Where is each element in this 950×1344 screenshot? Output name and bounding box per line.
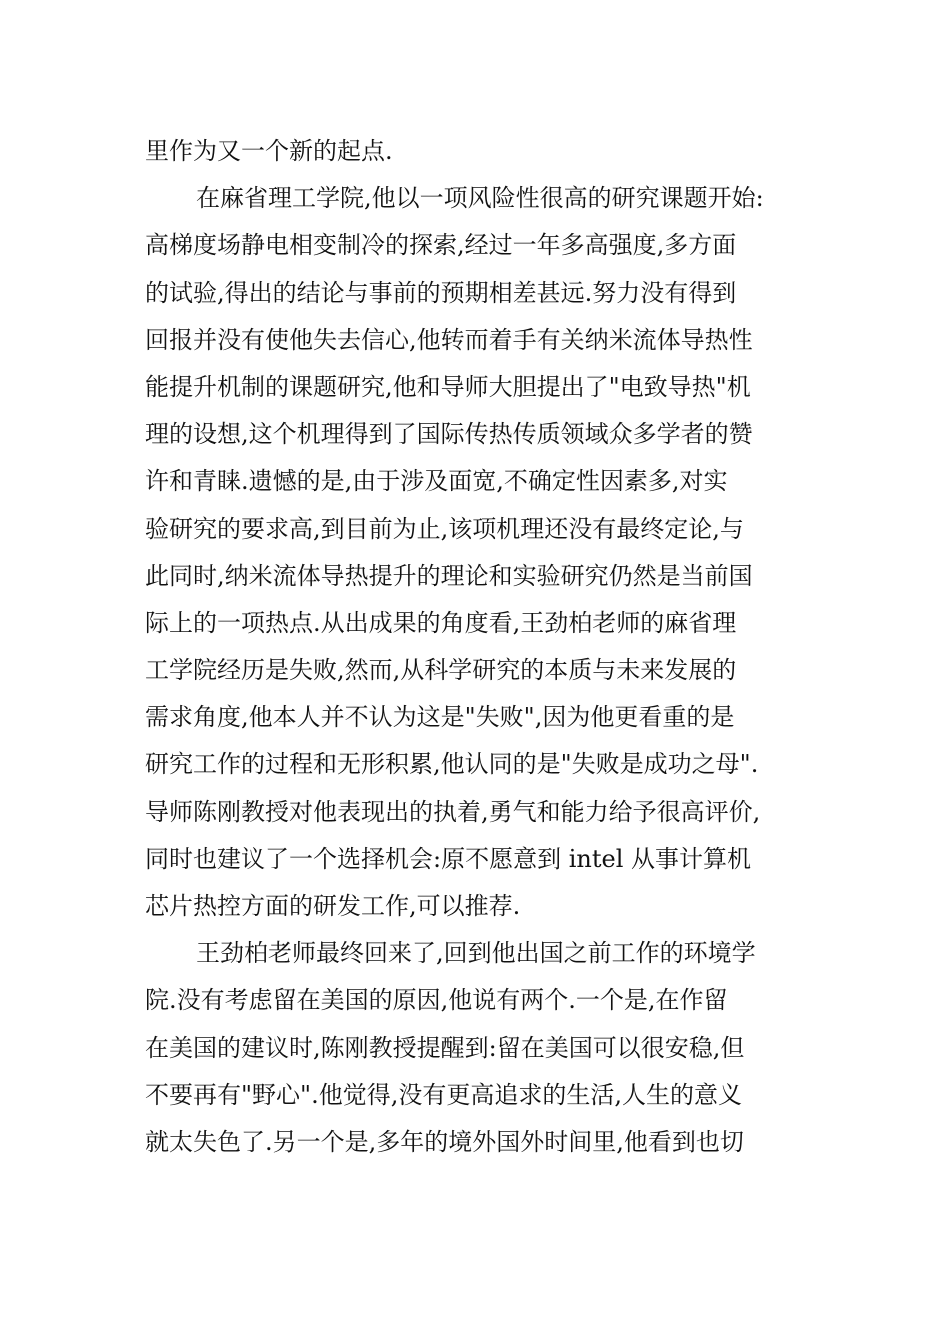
text-line: 芯片热控方面的研发工作,可以推荐.	[145, 892, 521, 920]
text-line: 工学院经历是失败,然而,从科学研究的本质与未来发展的	[145, 656, 737, 685]
text-line: 同时也建议了一个选择机会:原不愿意到 intel 从事计算机	[145, 844, 751, 873]
text-line: 际上的一项热点.从出成果的角度看,王劲柏老师的麻省理	[145, 608, 737, 637]
text-line: 就太失色了.另一个是,多年的境外国外时间里,他看到也切	[145, 1127, 744, 1156]
document-body	[145, 128, 815, 1166]
text-line: 高梯度场静电相变制冷的探索,经过一年多高强度,多方面	[145, 231, 737, 260]
text-line: 研究工作的过程和无形积累,他认同的是"失败是成功之母".	[145, 750, 759, 779]
text-line: 验研究的要求高,到目前为止,该项机理还没有最终定论,与	[145, 514, 744, 543]
text-line: 在美国的建议时,陈刚教授提醒到:留在美国可以很安稳,但	[145, 1033, 745, 1062]
text-line: 能提升机制的课题研究,他和导师大胆提出了"电致导热"机	[145, 372, 751, 401]
text-line: 需求角度,他本人并不认为这是"失败",因为他更看重的是	[145, 703, 735, 732]
paragraph-first-line: 在麻省理工学院,他以一项风险性很高的研究课题开始:	[196, 184, 764, 213]
text-line: 的试验,得出的结论与事前的预期相差甚远.努力没有得到	[145, 278, 737, 307]
paragraph-first-line: 王劲柏老师最终回来了,回到他出国之前工作的环境学	[196, 939, 756, 968]
text-line: 理的设想,这个机理得到了国际传热传质领域众多学者的赞	[145, 420, 753, 449]
text-line: 回报并没有使他失去信心,他转而着手有关纳米流体导热性	[145, 325, 753, 354]
text-line: 此同时,纳米流体导热提升的理论和实验研究仍然是当前国	[145, 561, 753, 590]
text-line: 许和青睐.遗憾的是,由于涉及面宽,不确定性因素多,对实	[145, 467, 728, 496]
text-line: 导师陈刚教授对他表现出的执着,勇气和能力给予很高评价,	[145, 797, 761, 826]
text-line: 里作为又一个新的起点.	[145, 137, 393, 165]
text-line: 院.没有考虑留在美国的原因,他说有两个.一个是,在作留	[145, 986, 728, 1015]
text-line: 不要再有"野心".他觉得,没有更高追求的生活,人生的意义	[145, 1080, 742, 1109]
